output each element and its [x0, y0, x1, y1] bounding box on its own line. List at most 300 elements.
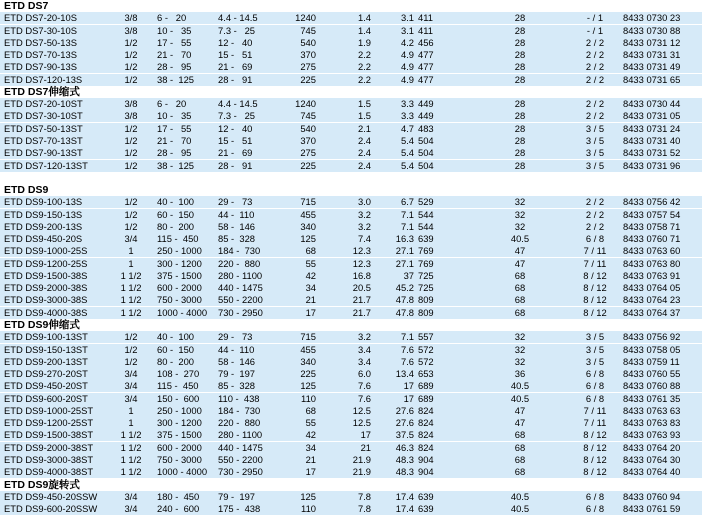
table-cell: 550 - 2200: [218, 453, 263, 465]
table-cell: 6.7: [400, 196, 414, 208]
table-cell: 40.5: [510, 380, 530, 392]
table-cell: 544: [418, 220, 434, 232]
table-cell: 110: [301, 392, 316, 404]
table-cell: 17 - 55: [157, 122, 192, 134]
table-row: [0, 12, 702, 24]
table-cell: 8433 0763 80: [623, 257, 681, 269]
table-cell: 6 / 8: [585, 233, 605, 245]
table-cell: ETD DS9-450-20ST: [4, 380, 88, 392]
table-cell: 411: [418, 24, 433, 36]
table-cell: 8433 0761 35: [623, 392, 681, 404]
table-cell: 725: [418, 282, 434, 294]
table-cell: 639: [418, 233, 434, 245]
table-cell: 16.8: [352, 269, 371, 281]
table-cell: 6.0: [357, 368, 371, 380]
table-cell: 3 / 5: [585, 134, 605, 146]
table-cell: ETD DS9-3000-38ST: [4, 453, 94, 465]
table-cell: 80 - 200: [157, 220, 195, 232]
table-cell: 1: [128, 417, 134, 429]
table-cell: ETD DS9-4000-38ST: [4, 466, 94, 478]
table-cell: 115 - 450: [157, 233, 199, 245]
table-cell: 2.4: [357, 134, 371, 146]
table-cell: ETD DS7-50-13ST: [4, 122, 83, 134]
table-cell: 27.1: [395, 257, 414, 269]
table-cell: ETD DS7-30-10S: [4, 24, 77, 36]
table-cell: 8433 0763 91: [623, 269, 681, 281]
table-cell: 7.1: [400, 220, 414, 232]
table-row: [0, 380, 702, 392]
table-cell: 29 - 73: [218, 331, 253, 343]
table-cell: 340: [300, 355, 316, 367]
table-cell: ETD DS9-100-13S: [4, 196, 83, 208]
table-cell: 7 / 11: [583, 257, 607, 269]
table-cell: 6 / 8: [585, 368, 605, 380]
table-cell: 225: [300, 368, 316, 380]
table-cell: 449: [418, 98, 434, 110]
table-cell: 8 / 12: [583, 282, 607, 294]
table-cell: ETD DS9-450-20SSW: [4, 490, 98, 502]
table-cell: 8433 0764 20: [623, 441, 681, 453]
table-cell: 28 - 91: [218, 159, 253, 171]
table-cell: 21.9: [352, 453, 371, 465]
table-cell: 3 / 5: [585, 147, 605, 159]
table-cell: 3.2: [357, 208, 371, 220]
table-cell: 745: [300, 24, 316, 36]
table-cell: 27.6: [395, 404, 414, 416]
table-cell: 184 - 730: [218, 245, 261, 257]
table-cell: 79 - 197: [218, 368, 256, 380]
table-cell: 1/2: [124, 196, 138, 208]
table-cell: 1 1/2: [120, 466, 142, 478]
table-cell: 1/2: [124, 159, 138, 171]
table-row: [0, 258, 702, 270]
table-cell: 809: [418, 306, 434, 318]
table-cell: 1/2: [124, 355, 138, 367]
table-cell: 21.7: [352, 294, 371, 306]
table-cell: 2.2: [357, 61, 371, 73]
table-cell: 184 - 730: [218, 404, 261, 416]
table-cell: 6 - 20: [157, 12, 187, 24]
table-cell: ETD DS7-120-13S: [4, 73, 83, 85]
table-cell: 1 1/2: [120, 269, 142, 281]
table-cell: 12.3: [352, 257, 371, 269]
table-cell: 280 - 1100: [218, 429, 263, 441]
section-title: ETD DS7: [4, 0, 49, 12]
table-row: [0, 221, 702, 233]
table-cell: 47: [514, 417, 526, 429]
table-cell: 5.4: [400, 134, 414, 146]
table-cell: 1/2: [124, 36, 138, 48]
table-cell: 68: [514, 294, 526, 306]
table-cell: 2.2: [357, 49, 371, 61]
table-cell: 28: [514, 24, 526, 36]
table-cell: 8433 0730 44: [623, 98, 681, 110]
table-row: [0, 270, 702, 282]
table-cell: 21.9: [352, 466, 371, 478]
table-cell: 572: [418, 343, 434, 355]
table-cell: 8433 0730 23: [623, 12, 681, 24]
table-cell: 477: [418, 49, 434, 61]
table-cell: 16.3: [395, 233, 414, 245]
table-cell: 750 - 3000: [157, 294, 202, 306]
table-cell: 12 - 40: [218, 36, 253, 48]
table-cell: 68: [305, 245, 316, 257]
table-cell: ETD DS9-1200-25S: [4, 257, 88, 269]
table-cell: 2 / 2: [585, 196, 605, 208]
table-cell: 540: [300, 36, 316, 48]
table-cell: 1.4: [357, 24, 371, 36]
table-cell: ETD DS7-30-10ST: [4, 110, 83, 122]
section-heading: [0, 319, 702, 331]
table-cell: 1 1/2: [120, 429, 142, 441]
table-cell: 37: [403, 269, 414, 281]
table-cell: 15 - 51: [218, 134, 253, 146]
table-cell: 58 - 146: [218, 355, 256, 367]
table-cell: 28: [514, 98, 526, 110]
table-cell: 28: [514, 12, 526, 24]
table-cell: 8433 0731 31: [623, 49, 681, 61]
table-cell: 17: [403, 392, 414, 404]
table-cell: ETD DS7-90-13ST: [4, 147, 83, 159]
table-cell: 125: [300, 490, 316, 502]
spacer-row: [0, 172, 702, 184]
section-heading: [0, 86, 702, 98]
table-cell: 28: [514, 110, 526, 122]
table-cell: 45.2: [395, 282, 414, 294]
table-cell: 1.5: [357, 110, 371, 122]
table-cell: 1.4: [357, 12, 371, 24]
table-cell: 1 1/2: [120, 453, 142, 465]
table-cell: 68: [514, 282, 526, 294]
table-cell: 21 - 69: [218, 147, 253, 159]
table-cell: 44 - 110: [218, 343, 255, 355]
table-cell: ETD DS9-600-20SSW: [4, 503, 98, 515]
table-cell: 220 - 880: [218, 417, 261, 429]
table-cell: 27.1: [395, 245, 414, 257]
table-cell: 47: [514, 404, 526, 416]
table-cell: 529: [418, 196, 434, 208]
table-cell: ETD DS7-70-13ST: [4, 134, 83, 146]
table-cell: 1 1/2: [120, 294, 142, 306]
table-cell: 1240: [295, 12, 316, 24]
table-cell: 3/4: [124, 392, 138, 404]
table-cell: 8433 0731 65: [623, 73, 681, 85]
table-cell: 6 / 8: [585, 380, 605, 392]
table-cell: 745: [300, 110, 316, 122]
table-cell: 8433 0763 60: [623, 245, 681, 257]
table-cell: 8433 0758 05: [623, 343, 681, 355]
table-cell: 10 - 35: [157, 24, 192, 36]
table-cell: 725: [418, 269, 434, 281]
table-cell: 540: [300, 122, 316, 134]
table-cell: ETD DS9-150-13S: [4, 208, 83, 220]
table-row: [0, 491, 702, 503]
table-cell: 8433 0731 52: [623, 147, 681, 159]
table-cell: 7 / 11: [583, 417, 607, 429]
table-row: [0, 368, 702, 380]
table-cell: 904: [418, 453, 434, 465]
table-cell: 5.4: [400, 159, 414, 171]
table-cell: 28: [514, 122, 526, 134]
table-cell: 340: [300, 220, 316, 232]
table-cell: 47.8: [395, 306, 414, 318]
table-cell: ETD DS9-150-13ST: [4, 343, 88, 355]
table-row: [0, 110, 702, 122]
table-cell: 5.4: [400, 147, 414, 159]
table-cell: 8433 0760 94: [623, 490, 681, 502]
table-cell: 1/2: [124, 208, 138, 220]
table-cell: 17: [403, 380, 414, 392]
table-cell: 34: [305, 282, 316, 294]
table-cell: 12.5: [352, 404, 371, 416]
table-cell: 110: [301, 503, 316, 515]
table-cell: 32: [514, 331, 526, 343]
table-cell: 17: [305, 466, 316, 478]
table-cell: 110 - 438: [218, 392, 260, 404]
table-cell: 68: [514, 306, 526, 318]
table-cell: 47: [514, 257, 526, 269]
table-cell: 730 - 2950: [218, 306, 263, 318]
table-cell: 10 - 35: [157, 110, 192, 122]
table-cell: 824: [418, 441, 434, 453]
table-cell: 34: [305, 441, 316, 453]
table-cell: 40.5: [510, 490, 530, 502]
table-cell: 8433 0731 12: [623, 36, 681, 48]
table-cell: 1/2: [124, 49, 138, 61]
table-row: [0, 49, 702, 61]
section-title: ETD DS9伸缩式: [4, 319, 80, 332]
table-cell: ETD DS7-120-13ST: [4, 159, 88, 171]
table-cell: 68: [514, 441, 526, 453]
table-cell: 504: [418, 159, 434, 171]
table-cell: ETD DS9-1000-25ST: [4, 404, 94, 416]
table-cell: 40.5: [510, 233, 530, 245]
table-cell: - / 1: [586, 24, 604, 36]
table-cell: 824: [418, 404, 434, 416]
table-cell: 8433 0763 93: [623, 429, 681, 441]
table-cell: 7.3 - 25: [218, 110, 256, 122]
table-cell: 12.3: [352, 245, 371, 257]
table-cell: 8433 0761 59: [623, 503, 681, 515]
table-cell: 2 / 2: [585, 73, 605, 85]
table-row: [0, 233, 702, 245]
table-cell: 46.3: [395, 441, 414, 453]
table-cell: 824: [418, 429, 434, 441]
table-row: [0, 331, 702, 343]
table-cell: 8433 0764 30: [623, 453, 681, 465]
table-cell: 21: [360, 441, 371, 453]
section-heading: [0, 184, 702, 196]
table-cell: 17.4: [395, 490, 414, 502]
table-cell: 8433 0760 55: [623, 368, 681, 380]
table-cell: 7.8: [357, 503, 371, 515]
table-cell: 7.4: [357, 233, 371, 245]
table-cell: 449: [418, 110, 434, 122]
table-cell: 40 - 100: [157, 331, 195, 343]
table-cell: 3/4: [124, 490, 138, 502]
table-cell: 455: [300, 208, 316, 220]
table-cell: 68: [514, 429, 526, 441]
table-cell: 4.9: [400, 61, 414, 73]
table-cell: 4.4 - 14.5: [218, 12, 258, 24]
table-cell: 557: [418, 331, 434, 343]
table-cell: 3.1: [400, 24, 414, 36]
table-cell: ETD DS9-200-13ST: [4, 355, 88, 367]
table-cell: 1 1/2: [120, 306, 142, 318]
table-cell: 769: [418, 245, 434, 257]
table-cell: 32: [514, 220, 526, 232]
table-cell: 48.3: [395, 453, 414, 465]
section-heading: [0, 479, 702, 491]
table-cell: 3.2: [357, 220, 371, 232]
table-cell: 1: [128, 245, 134, 257]
table-cell: 3.3: [400, 98, 414, 110]
table-row: [0, 196, 702, 208]
table-cell: 8 / 12: [583, 269, 607, 281]
table-cell: 300 - 1200: [157, 417, 202, 429]
table-cell: 1/2: [124, 147, 138, 159]
section-title: ETD DS7伸缩式: [4, 85, 80, 98]
table-cell: 6 - 20: [157, 98, 187, 110]
table-cell: 28: [514, 61, 526, 73]
table-cell: 55: [305, 417, 316, 429]
table-row: [0, 307, 702, 319]
table-row: [0, 393, 702, 405]
table-cell: 1/2: [124, 122, 138, 134]
table-cell: 2 / 2: [585, 220, 605, 232]
table-cell: 4.9: [400, 73, 414, 85]
table-cell: 280 - 1100: [218, 269, 263, 281]
table-cell: ETD DS9-2000-38S: [4, 282, 88, 294]
table-cell: 68: [514, 466, 526, 478]
table-cell: 370: [300, 49, 316, 61]
table-cell: 8433 0731 49: [623, 61, 681, 73]
table-cell: ETD DS9-2000-38ST: [4, 441, 94, 453]
table-cell: ETD DS7-50-13S: [4, 36, 77, 48]
table-row: [0, 245, 702, 257]
table-cell: 21: [305, 453, 316, 465]
table-cell: 809: [418, 294, 434, 306]
table-cell: 8433 0757 54: [623, 208, 681, 220]
table-cell: 28: [514, 134, 526, 146]
table-cell: 3.0: [357, 196, 371, 208]
table-cell: 17: [305, 306, 316, 318]
table-cell: 79 - 197: [218, 490, 256, 502]
table-cell: 456: [418, 36, 434, 48]
table-row: [0, 344, 702, 356]
table-cell: 375 - 1500: [157, 429, 202, 441]
table-cell: 40 - 100: [157, 196, 195, 208]
table-cell: 21 - 69: [218, 61, 253, 73]
table-cell: 28: [514, 147, 526, 159]
table-cell: 28: [514, 49, 526, 61]
table-cell: ETD DS9-3000-38S: [4, 294, 88, 306]
table-cell: 7 / 11: [583, 404, 607, 416]
table-cell: 8433 0759 11: [623, 355, 680, 367]
table-cell: 715: [300, 331, 316, 343]
table-cell: 275: [300, 147, 316, 159]
table-cell: 2 / 2: [585, 36, 605, 48]
table-cell: 1/2: [124, 343, 138, 355]
table-cell: 550 - 2200: [218, 294, 263, 306]
table-cell: 3/8: [124, 110, 138, 122]
table-cell: 2 / 2: [585, 208, 605, 220]
table-cell: 150 - 600: [157, 392, 200, 404]
table-cell: ETD DS7-70-13S: [4, 49, 77, 61]
table-cell: 60 - 150: [157, 343, 195, 355]
table-cell: ETD DS9-4000-38S: [4, 306, 88, 318]
table-cell: 440 - 1475: [218, 441, 263, 453]
table-cell: 250 - 1000: [157, 245, 202, 257]
table-row: [0, 135, 702, 147]
table-cell: 1/2: [124, 134, 138, 146]
table-cell: 8433 0764 23: [623, 294, 681, 306]
table-cell: 240 - 600: [157, 503, 200, 515]
table-row: [0, 417, 702, 429]
table-cell: 2.2: [357, 73, 371, 85]
table-cell: 29 - 73: [218, 196, 253, 208]
table-row: [0, 442, 702, 454]
table-cell: 2.4: [357, 159, 371, 171]
table-cell: 13.4: [395, 368, 414, 380]
table-cell: - / 1: [586, 12, 604, 24]
table-cell: 375 - 1500: [157, 269, 202, 281]
table-cell: 8 / 12: [583, 294, 607, 306]
table-cell: 28 - 95: [157, 147, 192, 159]
section-title: ETD DS9: [4, 184, 49, 197]
table-cell: ETD DS9-600-20ST: [4, 392, 88, 404]
table-cell: 1/2: [124, 61, 138, 73]
table-cell: 1240: [295, 98, 316, 110]
table-row: [0, 37, 702, 49]
table-cell: 32: [514, 208, 526, 220]
table-cell: 1/2: [124, 220, 138, 232]
table-cell: 40.5: [510, 392, 530, 404]
table-cell: 8433 0731 96: [623, 159, 681, 171]
table-cell: 3.3: [400, 110, 414, 122]
table-row: [0, 147, 702, 159]
table-cell: 8 / 12: [583, 441, 607, 453]
table-cell: 3 / 5: [585, 343, 605, 355]
table-cell: 3.4: [357, 355, 371, 367]
table-cell: 8433 0764 37: [623, 306, 681, 318]
table-cell: 7.6: [357, 380, 371, 392]
table-cell: 1/2: [124, 331, 138, 343]
table-cell: 411: [418, 12, 433, 24]
table-cell: 17: [360, 429, 371, 441]
table-cell: 8 / 12: [583, 429, 607, 441]
table-cell: 60 - 150: [157, 208, 195, 220]
table-cell: 7.6: [400, 343, 414, 355]
table-cell: 6 / 8: [585, 503, 605, 515]
table-cell: 48.3: [395, 466, 414, 478]
table-cell: 8433 0760 71: [623, 233, 681, 245]
table-cell: 4.7: [400, 122, 414, 134]
table-cell: 220 - 880: [218, 257, 261, 269]
table-cell: 1000 - 4000: [157, 466, 208, 478]
table-cell: 544: [418, 208, 434, 220]
table-cell: 32: [514, 196, 526, 208]
table-cell: 28: [514, 73, 526, 85]
table-cell: 15 - 51: [218, 49, 253, 61]
table-row: [0, 356, 702, 368]
table-cell: 824: [418, 417, 434, 429]
table-cell: 2 / 2: [585, 49, 605, 61]
table-cell: 7.8: [357, 490, 371, 502]
table-cell: 8433 0731 05: [623, 110, 681, 122]
table-cell: 2 / 2: [585, 61, 605, 73]
table-cell: 4.2: [400, 36, 414, 48]
